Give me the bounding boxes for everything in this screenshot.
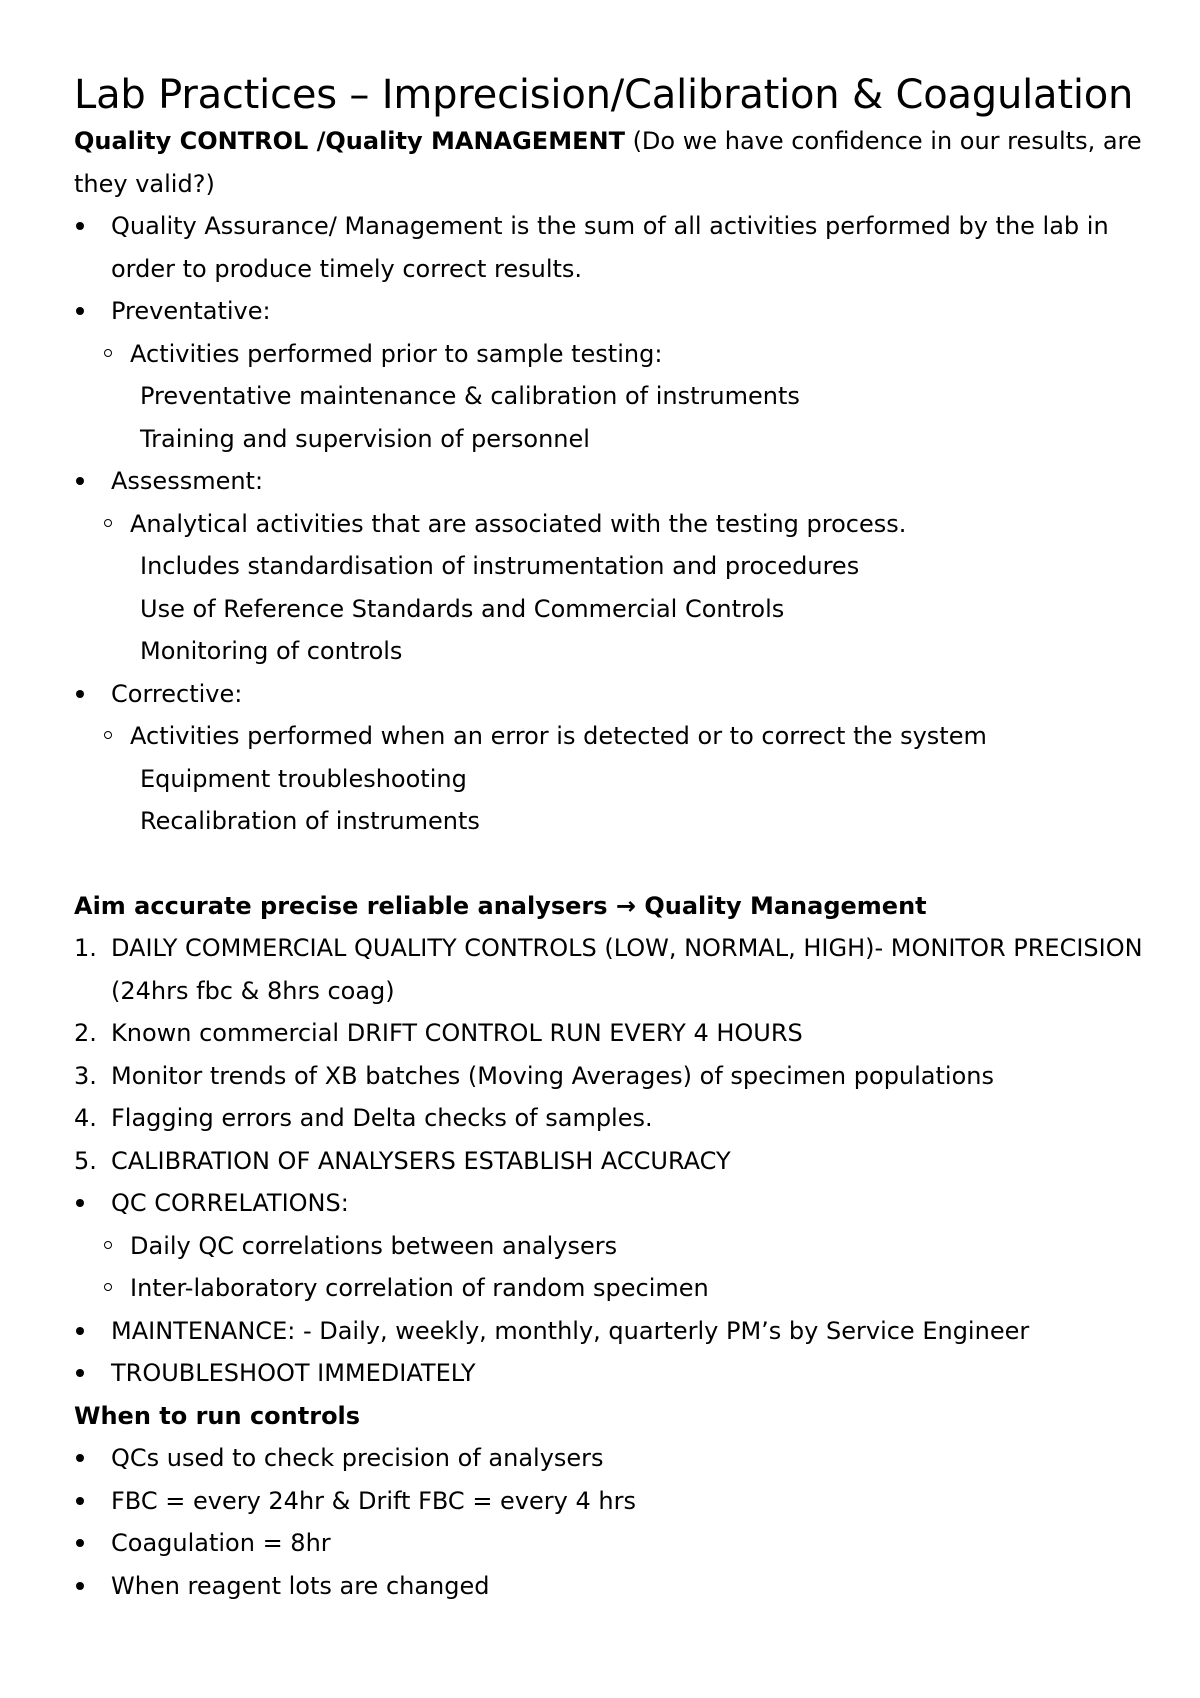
bullet-icon <box>76 690 84 698</box>
sub-list-item-text: Activities performed prior to sample testing: <box>130 339 663 368</box>
sub-sub-list-item: Preventative maintenance & calibration of instruments <box>140 382 800 410</box>
list-item <box>74 1437 1154 1480</box>
qc-heading-bold: Quality CONTROL /Quality MANAGEMENT <box>74 127 625 155</box>
list-item <box>74 1182 1154 1225</box>
sub-list-item <box>74 1225 1154 1268</box>
numbered-item <box>74 1012 1154 1055</box>
bullet-icon <box>76 307 84 315</box>
list-item <box>74 673 1154 716</box>
aim-heading <box>74 885 1154 928</box>
hollow-bullet-icon <box>104 731 112 739</box>
bullet-icon <box>76 222 84 230</box>
item-number: 5. <box>74 1146 97 1175</box>
bullet-icon <box>76 1199 84 1207</box>
list-item-text: When reagent lots are changed <box>111 1571 490 1600</box>
list-item <box>74 290 1154 333</box>
hollow-bullet-icon <box>104 1241 112 1249</box>
sub-list-item <box>74 715 1154 758</box>
hollow-bullet-icon <box>104 349 112 357</box>
sub-list-item <box>74 1267 1154 1310</box>
sub-sub-list-item: Includes standardisation of instrumentation and procedures <box>140 552 860 580</box>
aim-bullet-list <box>74 1182 1154 1395</box>
sub-sub-list-item: Recalibration of instruments <box>140 807 480 835</box>
list-item-text: QC CORRELATIONS: <box>111 1189 349 1217</box>
list-item <box>74 1522 1154 1565</box>
list-item <box>74 1352 1154 1395</box>
bullet-icon <box>76 1539 84 1547</box>
sub-list-item <box>74 503 1154 546</box>
list-item-text: Coagulation = 8hr <box>111 1529 331 1557</box>
sub-sub-list-item: Monitoring of controls <box>140 637 403 665</box>
aim-numbered-list <box>74 927 1154 1182</box>
numbered-item-text: CALIBRATION OF ANALYSERS ESTABLISH ACCURACY <box>111 1146 731 1175</box>
numbered-item <box>74 1097 1154 1140</box>
sub-list-item-text: Daily QC correlations between analysers <box>130 1231 618 1260</box>
sub-list-item-text: Activities performed when an error is detected or to correct the system <box>130 722 987 750</box>
bullet-icon <box>76 1454 84 1462</box>
numbered-item <box>74 927 1154 1012</box>
bullet-icon <box>76 1369 84 1377</box>
item-number: 4. <box>74 1104 97 1132</box>
sub-sub-list-item: Use of Reference Standards and Commercial Controls <box>140 594 785 623</box>
list-item-text: MAINTENANCE: - Daily, weekly, monthly, quarterly PM’s by Service Engineer <box>111 1316 1030 1345</box>
hollow-bullet-icon <box>104 519 112 527</box>
qc-heading-rest: (Do we have confidence in our results, are they valid?) <box>74 127 1142 198</box>
sub-sub-list-item: Training and supervision of personnel <box>140 424 590 453</box>
list-item <box>74 1565 1154 1608</box>
bullet-icon <box>76 1327 84 1335</box>
qa-list <box>74 205 1154 843</box>
bullet-icon <box>76 1497 84 1505</box>
arrow-right-icon: → <box>615 891 636 920</box>
list-item-text: FBC = every 24hr & Drift FBC = every 4 hrs <box>111 1486 636 1515</box>
aim-heading-right: Quality Management <box>644 891 927 920</box>
numbered-item <box>74 1055 1154 1098</box>
numbered-item-text: DAILY COMMERCIAL QUALITY CONTROLS (LOW, NORMAL, HIGH)- MONITOR PRECISION (24hrs fbc & 8hrs coag) <box>111 934 1143 1005</box>
list-item <box>74 1310 1154 1353</box>
controls-heading: When to run controls <box>74 1401 361 1430</box>
item-number: 1. <box>74 934 97 962</box>
list-item <box>74 205 1154 290</box>
qc-heading <box>74 120 1154 205</box>
numbered-item-text: Known commercial DRIFT CONTROL RUN EVERY 4 HOURS <box>111 1019 803 1047</box>
bullet-icon <box>76 477 84 485</box>
sub-sub-list-item: Equipment troubleshooting <box>140 764 467 793</box>
hollow-bullet-icon <box>104 1283 112 1291</box>
sub-list-item <box>74 333 1154 376</box>
numbered-item <box>74 1140 1154 1183</box>
item-number: 2. <box>74 1019 97 1047</box>
section-spacer <box>74 843 1154 885</box>
list-item-text: QCs used to check precision of analysers <box>111 1444 604 1472</box>
controls-list <box>74 1437 1154 1607</box>
numbered-item-text: Monitor trends of XB batches (Moving Averages) of specimen populations <box>111 1061 994 1090</box>
sub-list-item-text: Inter-laboratory correlation of random specimen <box>130 1274 709 1302</box>
list-item-text: Corrective: <box>111 679 243 708</box>
list-item-text: TROUBLESHOOT IMMEDIATELY <box>111 1359 476 1387</box>
list-item <box>74 460 1154 503</box>
item-number: 3. <box>74 1061 97 1090</box>
page-title: Lab Practices – Imprecision/Calibration & Coagulation <box>74 72 1134 118</box>
list-item <box>74 1480 1154 1523</box>
sub-list-item-text: Analytical activities that are associated with the testing process. <box>130 509 907 538</box>
list-item-text: Preventative: <box>111 297 271 325</box>
bullet-icon <box>76 1582 84 1590</box>
list-item-text: Quality Assurance/ Management is the sum of all activities performed by the lab in order to produce timely correct results. <box>111 212 1109 283</box>
document-page <box>74 70 1154 1607</box>
numbered-item-text: Flagging errors and Delta checks of samples. <box>111 1104 653 1132</box>
list-item-text: Assessment: <box>111 467 264 495</box>
aim-heading-left: Aim accurate precise reliable analysers <box>74 891 608 920</box>
